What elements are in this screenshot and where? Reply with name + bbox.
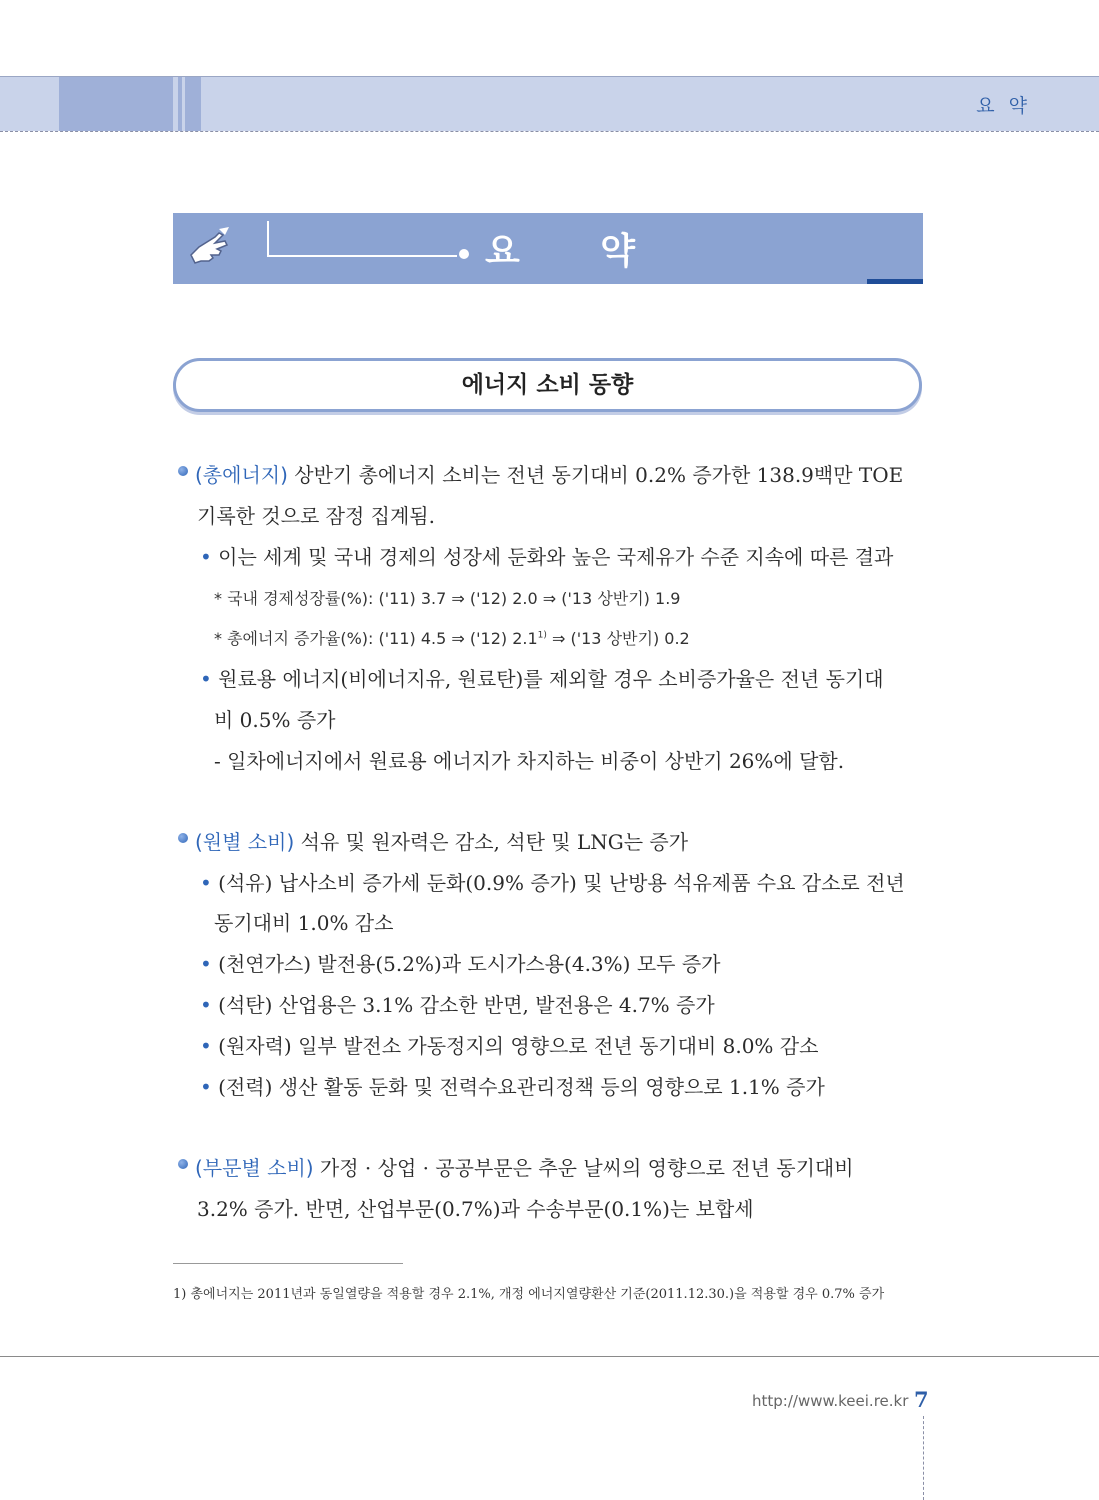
banner-title: 요 약 [485, 231, 670, 272]
bullet-dot-icon: • [200, 545, 212, 569]
sub-bullet [200, 948, 720, 977]
paragraph [195, 1152, 854, 1181]
banner-accent [867, 279, 923, 284]
banner-line [267, 221, 269, 255]
bullet-dot-icon: • [200, 1034, 212, 1058]
header-divider [0, 131, 1099, 132]
section-title: 에너지 소비 동향 [173, 358, 922, 412]
sub-bullet [200, 1030, 818, 1059]
text: 이는 세계 및 국내 경제의 성장세 둔화와 높은 국제유가 수준 지속에 따른 결과 [218, 545, 894, 569]
sub-bullet [200, 989, 715, 1018]
note [214, 626, 690, 649]
text: * 총에너지 증가율(%): ('11) 4.5 ⇒ ('12) 2.1 [214, 629, 538, 648]
banner-line [267, 255, 457, 257]
text: (천연가스) 발전용(5.2%)과 도시가스용(4.3%) 모두 증가 [218, 952, 721, 976]
text: 석유 및 원자력은 감소, 석탄 및 LNG는 증가 [294, 830, 689, 854]
note: * 국내 경제성장률(%): ('11) 3.7 ⇒ ('12) 2.0 ⇒ ('13 상반기) 1.9 [214, 589, 681, 608]
bullet-dot-icon: • [200, 871, 212, 895]
text: 가정 · 상업 · 공공부문은 추운 날씨의 영향으로 전년 동기대비 [313, 1156, 854, 1180]
text: (석탄) 산업용은 3.1% 감소한 반면, 발전용은 4.7% 증가 [218, 993, 715, 1017]
bullet-icon [178, 833, 188, 843]
paragraph: 3.2% 증가. 반면, 산업부문(0.7%)과 수송부문(0.1%)는 보합세 [197, 1197, 754, 1221]
paragraph [195, 826, 688, 855]
paragraph: 비 0.5% 증가 [214, 708, 336, 732]
bullet-icon [178, 466, 188, 476]
text: (원자력) 일부 발전소 가동정지의 영향으로 전년 동기대비 8.0% 감소 [218, 1034, 819, 1058]
section-banner [173, 213, 923, 284]
running-header-title: 요 약 [976, 95, 1031, 117]
footnote-divider [173, 1263, 403, 1264]
sub-bullet [200, 1071, 825, 1100]
header-decor-stripe [185, 77, 201, 131]
running-header [0, 76, 1099, 131]
highlight-tag: (부문별 소비) [195, 1156, 314, 1180]
footnote-ref: 1) [537, 630, 547, 641]
highlight-tag: (총에너지) [195, 463, 288, 487]
footnote: 1) 총에너지는 2011년과 동일열량을 적용할 경우 2.1%, 개정 에너지열량환산 기준(2011.12.30.)을 적용할 경우 0.7% 증가 [173, 1287, 885, 1302]
bullet-dot-icon: • [200, 952, 212, 976]
header-decor-block [59, 77, 173, 131]
text: (석유) 납사소비 증가세 둔화(0.9% 증가) 및 난방용 석유제품 수요 감소로 전년 [218, 871, 905, 895]
paragraph [195, 459, 903, 488]
text: ⇒ ('13 상반기) 0.2 [546, 629, 690, 648]
text: 상반기 총에너지 소비는 전년 동기대비 0.2% 증가한 138.9백만 TOE [287, 463, 904, 487]
bullet-dot-icon: • [200, 667, 212, 691]
sub-bullet [200, 541, 893, 570]
bullet-dot-icon: • [200, 1075, 212, 1099]
paragraph: 동기대비 1.0% 감소 [214, 911, 394, 935]
text: 원료용 에너지(비에너지유, 원료탄)를 제외할 경우 소비증가율은 전년 동기대 [218, 667, 884, 691]
pointing-hand-icon [185, 225, 233, 271]
text: (전력) 생산 활동 둔화 및 전력수요관리정책 등의 영향으로 1.1% 증가 [218, 1075, 825, 1099]
footer-url: http://www.keei.re.kr [752, 1392, 909, 1410]
dash-item: - 일차에너지에서 원료용 에너지가 차지하는 비중이 상반기 26%에 달함. [214, 749, 845, 773]
sub-bullet [200, 663, 884, 692]
paragraph: 기록한 것으로 잠정 집계됨. [197, 504, 435, 528]
banner-dot [459, 249, 469, 259]
highlight-tag: (원별 소비) [195, 830, 295, 854]
sub-bullet [200, 867, 905, 896]
bullet-dot-icon: • [200, 993, 212, 1017]
footer-divider [0, 1356, 1099, 1357]
header-decor-stripe [178, 77, 182, 131]
page-number-line [923, 1416, 924, 1500]
page-number: 7 [914, 1387, 929, 1412]
bullet-icon [178, 1159, 188, 1169]
